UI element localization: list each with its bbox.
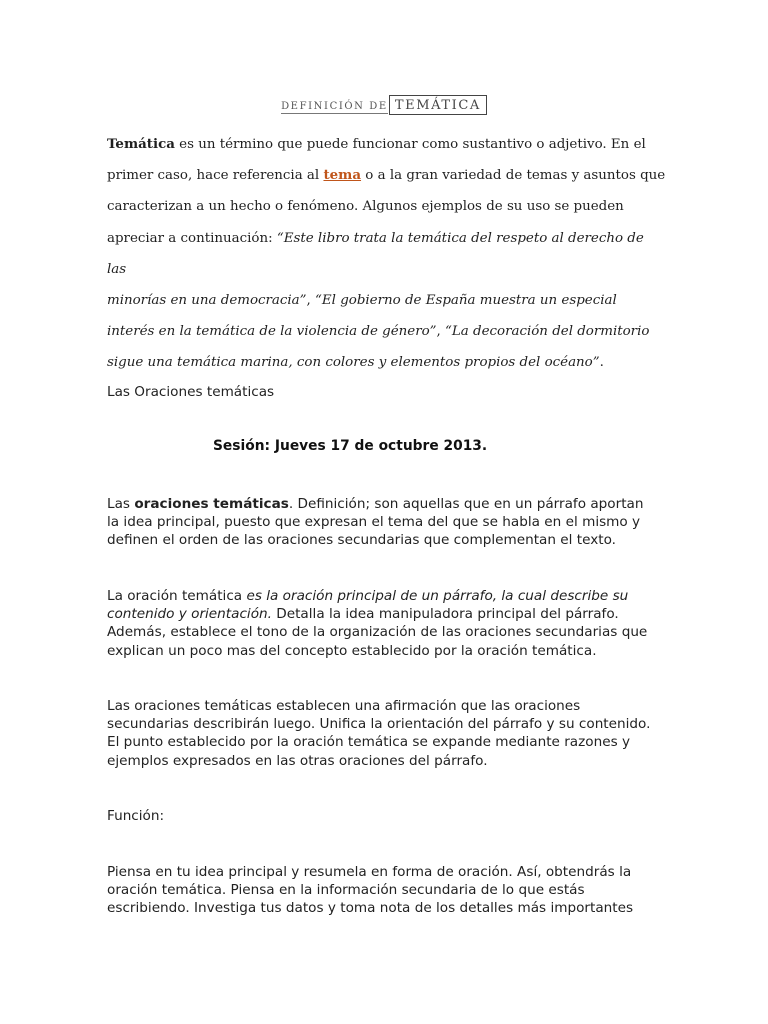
para-line: explican un poco mas del concepto establecido por la oración temática. (107, 642, 597, 659)
para-line: Piensa en tu idea principal y resumela en forma de oración. Así, obtendrás la (107, 864, 632, 880)
intro-line (107, 129, 667, 160)
para-italic: es la oración principal de un párrafo, la cual describe su (246, 588, 629, 604)
para-line (107, 605, 667, 623)
para-line: Las oraciones temáticas establecen una afirmación que las oraciones (107, 698, 581, 714)
para-bold: oraciones temáticas (134, 496, 289, 512)
para-text: Las (107, 496, 135, 512)
tema-link[interactable]: tema (323, 167, 362, 184)
intro-example: sigue una temática marina, con colores y elementos propios del océano” (107, 355, 600, 371)
intro-text: , (306, 293, 316, 309)
term-bold: Temática (107, 136, 175, 152)
intro-example: “La decoración del dormitorio (445, 324, 650, 340)
para-text: Detalla la idea manipuladora principal del párrafo. (271, 606, 619, 623)
para-line (107, 587, 667, 605)
intro-example: “Este libro trata la temática del respeto al derecho de las (107, 230, 644, 277)
para-text: . Definición; son aquellas que en un párrafo aportan (288, 496, 644, 512)
intro-text: apreciar a continuación: (107, 230, 277, 246)
para-line: Además, establece el tono de la organización de las oraciones secundarias que (107, 624, 648, 641)
paragraph-afirmacion (107, 697, 667, 770)
section-title: Las Oraciones temáticas (107, 384, 275, 400)
intro-text: . (599, 355, 604, 371)
intro-line (107, 223, 667, 285)
intro-line (107, 347, 667, 378)
para-line (107, 495, 667, 513)
paragraph-definition (107, 495, 667, 550)
intro-text: caracterizan a un hecho o fenómeno. Algunos ejemplos de su uso se pueden (107, 199, 624, 215)
paragraph-oracion-tematica (107, 587, 667, 660)
para-line: ejemplos expresados en las otras oraciones del párrafo. (107, 752, 488, 769)
intro-line (107, 316, 667, 347)
definition-boxed-term: TEMÁTICA (389, 95, 487, 115)
para-line: secundarias describirán luego. Unifica la orientación del párrafo y su contenido. (107, 716, 651, 733)
intro-paragraph (107, 129, 667, 379)
session-heading: Sesión: Jueves 17 de octubre 2013. (213, 438, 488, 454)
intro-line (107, 191, 667, 222)
intro-line (107, 285, 667, 316)
para-line: la idea principal, puesto que expresan el tema del que se habla en el mismo y (107, 514, 641, 531)
intro-text: , (436, 324, 446, 340)
para-italic: contenido y orientación. (107, 606, 272, 623)
para-line: definen el orden de las oraciones secundarias que complementan el texto. (107, 532, 616, 549)
para-line: escribiendo. Investiga tus datos y toma nota de los detalles más importantes (107, 900, 634, 917)
para-line: oración temática. Piensa en la información secundaria de lo que estás (107, 882, 585, 899)
intro-text: es un término que puede funcionar como sustantivo o adjetivo. En el (174, 137, 646, 152)
intro-text: primer caso, hace referencia al (107, 168, 324, 184)
intro-example: minorías en una democracia” (107, 293, 307, 309)
para-text: La oración temática (107, 588, 247, 604)
intro-line (107, 160, 667, 191)
intro-example: interés en la temática de la violencia de género” (107, 324, 437, 340)
intro-example: “El gobierno de España muestra un especial (315, 293, 617, 309)
paragraph-funcion (107, 863, 667, 918)
para-line: El punto establecido por la oración temática se expande mediante razones y (107, 734, 631, 751)
funcion-label: Función: (107, 808, 165, 824)
intro-text: o a la gran variedad de temas y asuntos que (361, 168, 666, 184)
definition-prefix: DEFINICIÓN DE (281, 101, 388, 112)
definition-header (0, 94, 768, 115)
